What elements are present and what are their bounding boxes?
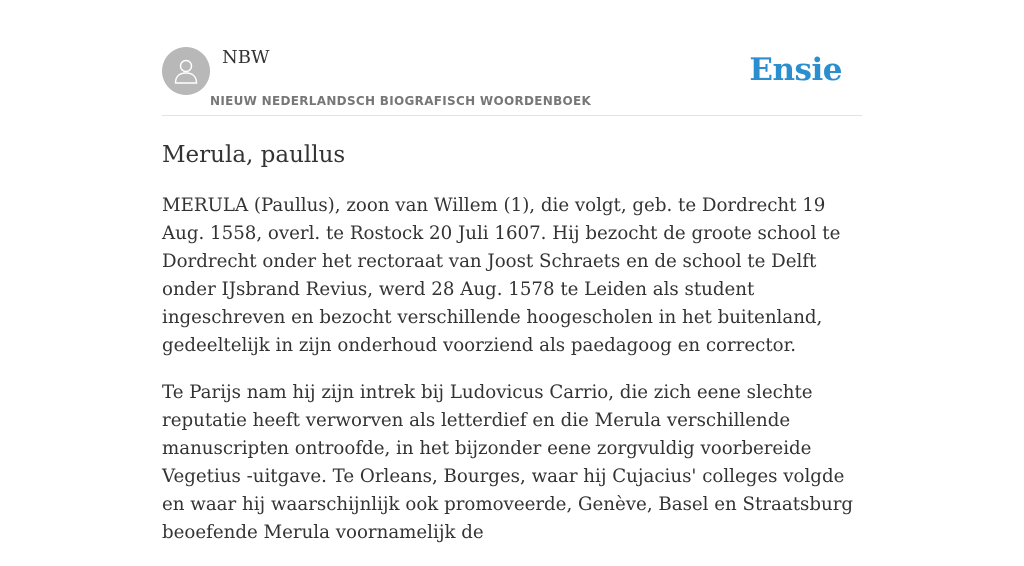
user-icon (173, 57, 199, 85)
article-paragraph: Te Parijs nam hij zijn intrek bij Ludovicus Carrio, die zich eene slechte reputatie heeft verworven als letterdief en die Merula verschillende manuscripten ontroofde, in het bijzonder eene zorgvuldig voorbereide Vegetius -uitgave. Te Orleans, Bourges, waar hij Cujacius' colleges volgde en waar hij waarschijnlijk ook promoveerde, Genève, Basel en Straatsburg beoefende Merula voornamelijk de (162, 382, 854, 543)
source-header (162, 0, 862, 116)
page-title: Merula, paullus (162, 142, 346, 168)
source-name[interactable]: NBW (222, 47, 270, 68)
brand-logo[interactable]: Ensie (749, 52, 842, 88)
article-paragraph: MERULA (Paullus), zoon van Willem (1), die volgt, geb. te Dordrecht 19 Aug. 1558, overl. te Rostock 20 Juli 1607. Hij bezocht de groote school te Dordrecht onder het rectoraat van Joost Schraets en de school te Delft onder IJsbrand Revius, werd 28 Aug. 1578 te Leiden als student ingeschreven en bezocht verschillende hoogescholen in het buitenland, gedeeltelijk in zijn onderhoud voorziend als paedagoog en corrector. (162, 195, 841, 356)
article-body (162, 192, 862, 566)
avatar[interactable] (162, 47, 210, 95)
source-full-name: NIEUW NEDERLANDSCH BIOGRAFISCH WOORDENBOEK (210, 94, 592, 108)
